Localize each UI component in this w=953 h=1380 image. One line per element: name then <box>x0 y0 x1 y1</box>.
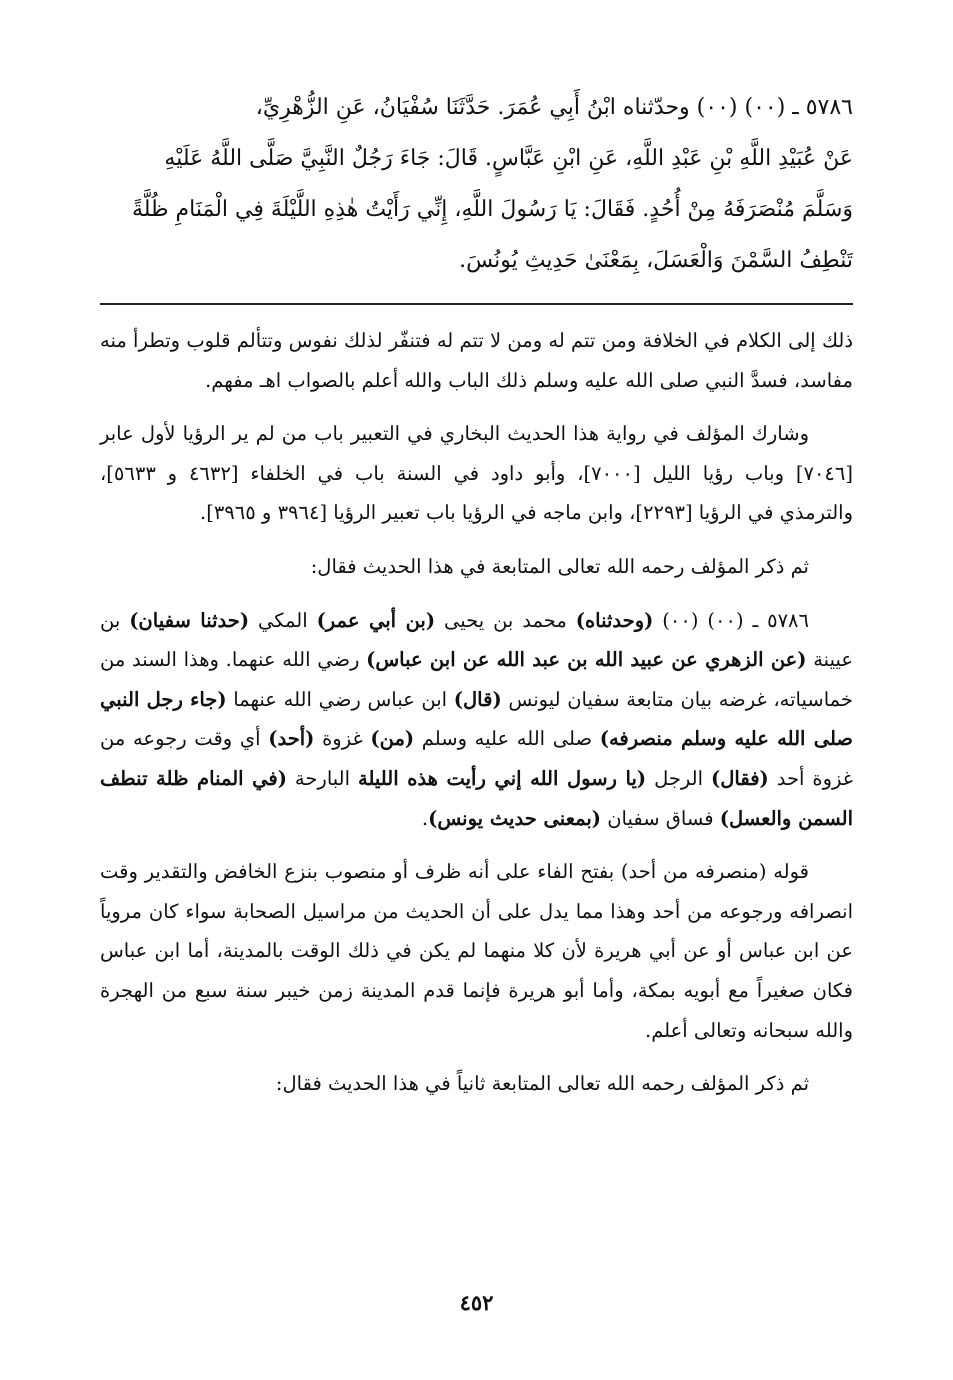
text-run: بن عيينة <box>100 608 853 672</box>
hadith-line: وَسَلَّمَ مُنْصَرَفَهُ مِنْ أُحُدٍ. فَقَالَ: يَا رَسُولَ اللَّهِ، إِنِّي رَأَيْتُ هٰذِهِ اللَّيْلَةَ فِي الْمَنَامِ ظُلَّةً <box>131 197 853 222</box>
bold-run: (في المنام ظلة تنطف السمن والعسل) <box>100 766 853 830</box>
page-number: ٤٥٢ <box>459 1290 494 1315</box>
bold-run: (فقال) <box>711 766 769 790</box>
text-run: المكي <box>249 608 317 632</box>
commentary-paragraph-4 <box>100 601 853 839</box>
commentary-paragraph-3: ثم ذكر المؤلف رحمه الله تعالى المتابعة في هذا الحديث فقال: <box>310 554 809 578</box>
text-run: فساق سفيان <box>601 806 720 830</box>
commentary-paragraph-5: قوله (منصرفه من أحد) بفتح الفاء على أنه ظرف أو منصوب بنزع الخافض والتقدير وقت انصرافه ورجوعه من أحد وهذا مما يدل على أن الحديث من مراسيل الصحابة سواء كان مروياً عن ابن عباس أو عن أبي هريرة لأن كلا منهما لم يكن في ذلك الوقت بالمدينة، أما ابن عباس فكان صغيراً مع أبويه بمكة، وأما أبو هريرة فإنما قدم المدينة زمن خيبر سنة سبع من الهجرة والله سبحانه وتعالى أعلم. <box>100 860 853 1042</box>
bold-run: (أحد) <box>268 727 315 751</box>
bold-run: (من) <box>370 727 415 751</box>
bold-run: (يا رسول الله إني رأيت هذه الليلة <box>358 766 647 790</box>
commentary-paragraph-2: وشارك المؤلف في رواية هذا الحديث البخاري في التعبير باب من لم ير الرؤيا لأول عابر [٧٠٤٦] وباب رؤيا الليل [٧٠٠٠]، وأبو داود في السنة باب في الخلفاء [٤٦٣٢ و ٥٦٣٣]، والترمذي في الرؤيا [٢٢٩٣]، وابن ماجه في الرؤيا باب تعبير الرؤيا [٣٩٦٤ و ٣٩٦٥]. <box>100 422 853 525</box>
bold-run: (حدثنا سفيان) <box>129 608 250 632</box>
hadith-text <box>100 82 853 292</box>
text-run: البارحة <box>286 766 359 790</box>
text-run: صلى الله عليه وسلم <box>414 727 600 751</box>
bold-run: (بمعنى حديث يونس) <box>428 806 602 830</box>
hadith-line: عَنْ عُبَيْدِ اللَّهِ بْنِ عَبْدِ اللَّهِ، عَنِ ابْنِ عَبَّاسٍ. قَالَ: جَاءَ رَجُلٌ النَّبِيَّ صَلَّى اللَّهُ عَلَيْهِ <box>164 146 853 171</box>
text-run: . <box>421 806 429 830</box>
text-run: الرجل <box>646 766 711 790</box>
text-run: رضي الله عنهما. وهذا السند من خماسياته، غرضه بيان متابعة سفيان ليونس <box>100 648 853 711</box>
text-run: غزوة <box>314 727 371 751</box>
commentary-section <box>100 321 853 1104</box>
separator-rule <box>100 303 853 305</box>
bold-run: (وحدثناه) <box>575 608 654 632</box>
bold-run: (بن أبي عمر) <box>316 608 436 632</box>
commentary-paragraph-1: ذلك إلى الكلام في الخلافة ومن تتم له ومن لا تتم له فتنفّر لذلك نفوس وتتألم قلوب وتطرأ منه مفاسد، فسدَّ النبي صلى الله عليه وسلم ذلك الباب والله أعلم بالصواب اهـ مفهم. <box>100 329 853 392</box>
text-run: أي وقت رجوعه من غزوة أحد <box>100 727 853 790</box>
text-run: محمد بن يحيى <box>435 608 576 632</box>
bold-run: (جاء رجل النبي صلى الله عليه وسلم منصرفه) <box>100 687 853 751</box>
hadith-line: تَنْطِفُ السَّمْنَ وَالْعَسَلَ، بِمَعْنَىٰ حَدِيثِ يُونُسَ. <box>459 248 853 273</box>
bold-run: (عن الزهري عن عبيد الله بن عبد الله عن ابن عباس) <box>366 648 807 672</box>
text-run: ٥٧٨٦ ـ (٠٠) (٠٠) <box>653 608 809 632</box>
commentary-paragraph-6: ثم ذكر المؤلف رحمه الله تعالى المتابعة ثانياً في هذا الحديث فقال: <box>275 1072 809 1096</box>
text-run: ابن عباس رضي الله عنهما <box>226 687 454 711</box>
hadith-line: ٥٧٨٦ ـ (٠٠) (٠٠) وحدّثناه ابْنُ أَبِي عُمَرَ. حَدَّثَنَا سُفْيَانُ، عَنِ الزُّهْرِيِّ، <box>255 95 853 120</box>
bold-run: (قال) <box>453 687 502 711</box>
